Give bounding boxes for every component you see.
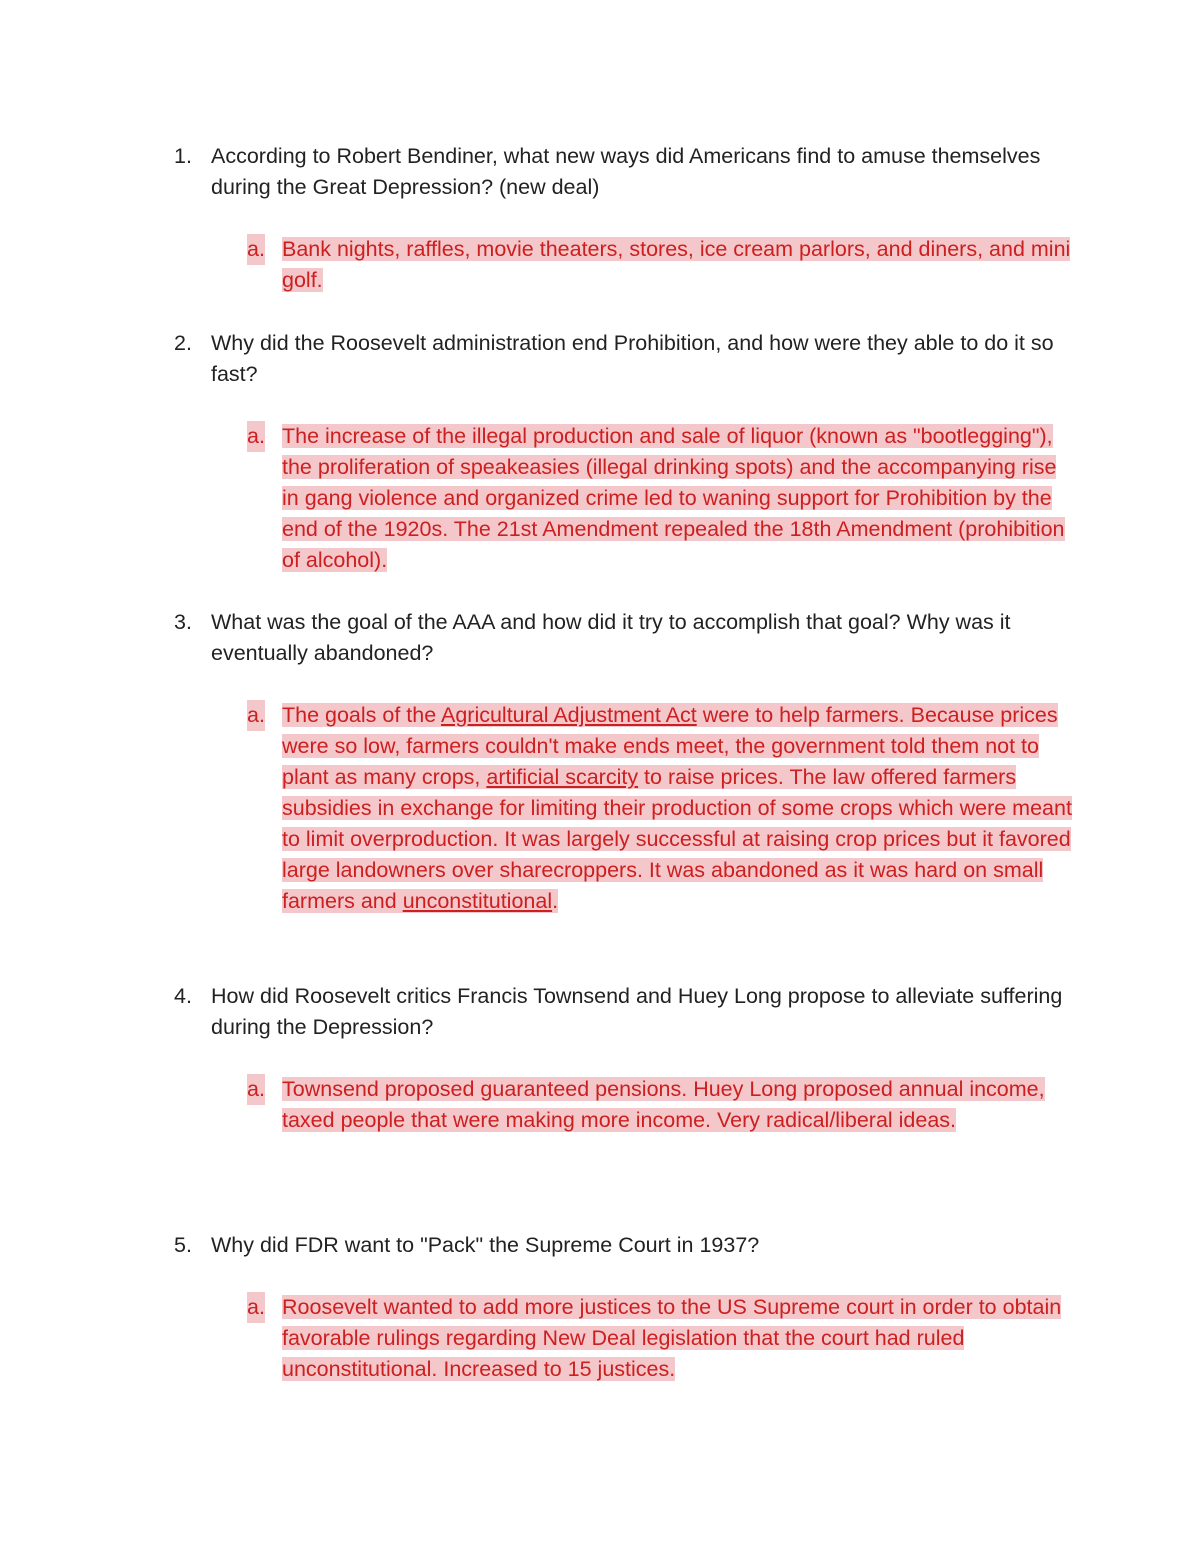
answer-text-part: to raise prices. The law offered farmers subsidies in exchange for limiting their production of some crops which were meant to limit overproduction. It was largely successful at raising crop prices but it favored large landowners over sharecroppers. It was abandoned as it was hard on small farmers and xyxy=(282,765,1072,913)
answer-letter: a. xyxy=(247,421,265,452)
answer-text: Bank nights, raffles, movie theaters, stores, ice cream parlors, and diners, and mini golf. xyxy=(282,237,1071,292)
question-block-5 xyxy=(0,1230,1200,1385)
answer-text-part: The goals of the xyxy=(282,703,441,727)
question-block-3 xyxy=(0,607,1200,917)
question-4 xyxy=(0,981,1071,1043)
question-text: According to Robert Bendiner, what new ways did Americans find to amuse themselves during the Great Depression? (new deal) xyxy=(211,144,1041,199)
answer-text-part: were to help farmers. Because prices were so low, farmers couldn't make ends meet, the government told them not to plant as many crops, xyxy=(282,703,1058,789)
agricultural-adjustment-act-link[interactable]: Agricultural Adjustment Act xyxy=(440,703,697,727)
answer-text: The increase of the illegal production and sale of liquor (known as "bootlegging"), the proliferation of speakeasies (illegal drinking spots) and the accompanying rise in gang violence and organized crime led to waning support for Prohibition by the end of the 1920s. The 21st Amendment repealed the 18th Amendment (prohibition of alcohol). xyxy=(282,424,1065,572)
question-number: 2. xyxy=(174,331,192,355)
question-number: 1. xyxy=(174,144,192,168)
question-2 xyxy=(0,328,1071,390)
answer-3 xyxy=(0,700,1072,917)
answer-5 xyxy=(0,1292,1072,1385)
answer-letter: a. xyxy=(247,1292,265,1323)
answer-text-part: . xyxy=(552,889,559,913)
question-1 xyxy=(0,141,1071,203)
unconstitutional-link[interactable]: unconstitutional xyxy=(402,889,553,913)
answer-text: Townsend proposed guaranteed pensions. Huey Long proposed annual income, taxed people that were making more income. Very radical/liberal ideas. xyxy=(282,1077,1045,1132)
question-block-1 xyxy=(0,141,1200,296)
question-text: What was the goal of the AAA and how did it try to accomplish that goal? Why was it eventually abandoned? xyxy=(211,610,1011,665)
answer-2 xyxy=(0,421,1072,576)
answer-1 xyxy=(0,234,1072,296)
answer-letter: a. xyxy=(247,1074,265,1105)
answer-letter: a. xyxy=(247,700,265,731)
answer-text: Roosevelt wanted to add more justices to the US Supreme court in order to obtain favorable rulings regarding New Deal legislation that the court had ruled unconstitutional. Increased to 15 justices. xyxy=(282,1295,1062,1381)
question-number: 4. xyxy=(174,984,192,1008)
answer-text xyxy=(282,703,1072,913)
artificial-scarcity-link[interactable]: artificial scarcity xyxy=(486,765,639,789)
question-text: Why did FDR want to "Pack" the Supreme Court in 1937? xyxy=(211,1233,760,1257)
question-number: 3. xyxy=(174,610,192,634)
question-text: How did Roosevelt critics Francis Townsend and Huey Long propose to alleviate suffering during the Depression? xyxy=(211,984,1063,1039)
question-number: 5. xyxy=(174,1233,192,1257)
question-block-4 xyxy=(0,981,1200,1136)
question-text: Why did the Roosevelt administration end Prohibition, and how were they able to do it so fast? xyxy=(211,331,1054,386)
question-3 xyxy=(0,607,1071,669)
question-block-2 xyxy=(0,328,1200,576)
answer-4 xyxy=(0,1074,1072,1136)
question-5 xyxy=(0,1230,1071,1261)
answer-letter: a. xyxy=(247,234,265,265)
